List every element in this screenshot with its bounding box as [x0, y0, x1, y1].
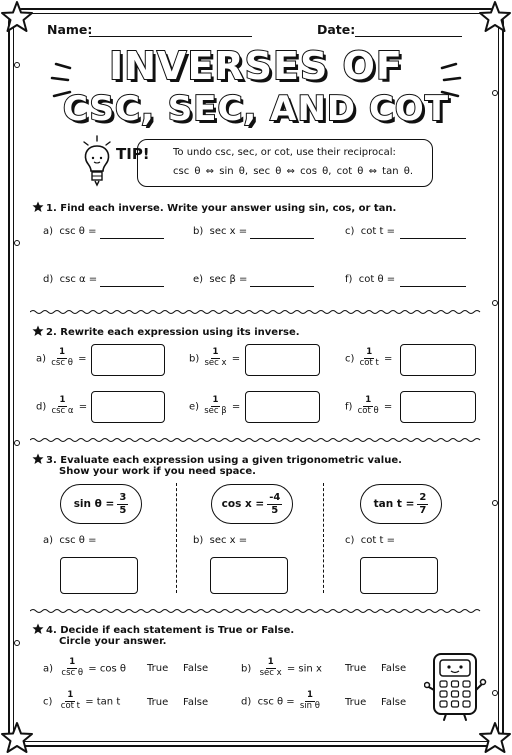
s4-a-false-option[interactable]: False	[183, 663, 209, 674]
s4-d-true-option[interactable]: True	[345, 697, 367, 708]
s2-item-c	[345, 348, 392, 369]
s3-item-b	[193, 535, 247, 546]
s4-b-true-option[interactable]: True	[345, 663, 367, 674]
s1-item-d	[43, 274, 97, 285]
sparkle-lines-icon	[48, 62, 74, 102]
star-bullet-icon	[32, 201, 44, 213]
s1-answer-f[interactable]	[400, 286, 466, 287]
star-bullet-icon	[32, 325, 44, 337]
given-value-cloud-3	[360, 484, 442, 524]
section4-heading-text: 4. Decide if each statement is True or False.	[46, 625, 295, 636]
tip-text: To undo csc, sec, or cot, use their reciprocal:	[173, 147, 396, 158]
s3-item-c	[345, 535, 395, 546]
s1-item-f-label: f)	[345, 274, 353, 285]
section4-heading	[32, 623, 294, 636]
corner-star-icon	[0, 721, 34, 755]
s2-answer-box-a[interactable]	[91, 344, 165, 376]
s1-item-b-label: b)	[193, 226, 204, 237]
border-dot	[492, 500, 498, 506]
denominator: 5	[119, 504, 127, 516]
numerator: 1	[59, 347, 66, 357]
star-bullet-icon	[32, 623, 44, 635]
s2-item-d-fraction	[49, 396, 75, 417]
s3-item-c-label: c)	[345, 535, 355, 546]
s2-item-f-label: f)	[345, 401, 353, 413]
given-lhs: cos x =	[221, 498, 265, 510]
s3-item-a	[43, 535, 96, 546]
denominator: csc α	[51, 405, 74, 416]
page-title-line2: CSC, SEC, AND COT	[62, 89, 450, 129]
s4-item-a-fraction	[59, 658, 85, 679]
border-dot	[14, 440, 20, 446]
corner-star-icon	[0, 0, 34, 34]
section4-subheading: Circle your answer.	[59, 636, 167, 647]
border-dot	[492, 690, 498, 696]
s2-item-c-fraction	[358, 348, 381, 369]
calculator-mascot-icon	[424, 650, 488, 722]
s1-item-a-label: a)	[43, 226, 54, 237]
border-dot	[492, 300, 498, 306]
equals-sign: =	[231, 401, 241, 413]
numerator: 1	[306, 690, 313, 700]
name-label: Name:	[47, 22, 93, 37]
s3-item-c-expr: cot t =	[360, 535, 395, 546]
numerator: -4	[269, 492, 281, 503]
border-dot	[14, 240, 20, 246]
s3-item-b-label: b)	[193, 535, 204, 546]
numerator: 1	[59, 395, 66, 405]
equals-sign: =	[231, 353, 241, 365]
s2-item-a-fraction	[49, 348, 75, 369]
corner-star-icon	[478, 721, 512, 755]
s2-item-b-fraction	[202, 348, 228, 369]
s1-item-f	[345, 274, 395, 285]
s2-item-a-label: a)	[36, 353, 47, 365]
numerator: 3	[119, 492, 127, 503]
s4-item-b	[241, 658, 322, 679]
corner-star-icon	[478, 0, 512, 34]
s2-item-c-label: c)	[345, 353, 355, 365]
s1-answer-b[interactable]	[250, 238, 314, 239]
wavy-divider	[30, 437, 482, 443]
s2-item-b	[189, 348, 240, 369]
s2-item-f	[345, 396, 392, 417]
star-bullet-icon	[32, 453, 44, 465]
equals-sign: =	[78, 353, 87, 365]
s1-item-a-expr: csc θ =	[59, 226, 97, 237]
wavy-divider	[30, 309, 482, 315]
s4-item-b-rhs: = sin x	[286, 663, 322, 675]
s1-item-d-expr: csc α =	[59, 274, 98, 285]
s4-d-false-option[interactable]: False	[381, 697, 407, 708]
s2-item-e	[189, 396, 240, 417]
lightbulb-icon	[80, 134, 114, 188]
section3-subheading: Show your work if you need space.	[59, 466, 256, 477]
name-field[interactable]	[89, 36, 252, 37]
border-dot	[14, 640, 20, 646]
s4-item-b-fraction	[258, 658, 284, 679]
column-divider	[176, 483, 177, 593]
s2-answer-box-e[interactable]	[245, 391, 320, 423]
section1-heading	[32, 201, 396, 214]
given-fraction	[117, 492, 128, 516]
denominator: sin θ	[299, 700, 320, 711]
wavy-divider	[30, 608, 482, 614]
s1-item-e-expr: sec β =	[209, 274, 248, 285]
section2-heading	[32, 325, 300, 338]
s1-item-b	[193, 226, 247, 237]
s1-item-e	[193, 274, 247, 285]
s4-item-b-label: b)	[241, 663, 252, 675]
s1-answer-e[interactable]	[250, 286, 314, 287]
given-value-cloud-1	[60, 484, 142, 524]
s1-item-c-expr: cot t =	[360, 226, 395, 237]
s2-item-b-label: b)	[189, 353, 200, 365]
numerator: 1	[69, 657, 76, 667]
s1-answer-d[interactable]	[100, 286, 164, 287]
denominator: cot t	[60, 700, 81, 711]
s2-item-f-fraction	[356, 396, 381, 417]
s3-item-b-expr: sec x =	[209, 535, 248, 546]
s2-item-e-label: e)	[189, 401, 200, 413]
s4-item-c	[43, 691, 120, 712]
s4-item-c-rhs: = tan t	[85, 696, 121, 708]
section2-heading-text: 2. Rewrite each expression using its inverse.	[46, 327, 300, 338]
s1-item-c-label: c)	[345, 226, 355, 237]
given-lhs: tan t =	[373, 498, 415, 510]
s1-item-b-expr: sec x =	[209, 226, 248, 237]
s2-item-d-label: d)	[36, 401, 47, 413]
denominator: sec x	[204, 357, 227, 368]
section3-heading-text: 3. Evaluate each expression using a given trigonometric value.	[46, 455, 402, 466]
denominator: sec β	[204, 405, 227, 416]
s3-answer-box-c[interactable]	[360, 557, 438, 594]
equals-sign: =	[384, 353, 393, 365]
s4-item-a-rhs: = cos θ	[88, 663, 126, 675]
numerator: 2	[419, 492, 427, 503]
s2-answer-box-b[interactable]	[245, 344, 320, 376]
denominator: 7	[419, 504, 427, 516]
given-lhs: sin θ =	[73, 498, 115, 510]
equals-sign: =	[78, 401, 88, 413]
tip-label: TIP!	[116, 145, 150, 163]
s4-item-c-label: c)	[43, 696, 53, 708]
s2-answer-box-f[interactable]	[400, 391, 476, 423]
denominator: csc θ	[51, 357, 73, 368]
s4-b-false-option[interactable]: False	[381, 663, 407, 674]
s1-item-e-label: e)	[193, 274, 204, 285]
s2-item-d	[36, 396, 87, 417]
numerator: 1	[212, 347, 219, 357]
given-value-cloud-2	[211, 484, 293, 524]
s3-answer-box-b[interactable]	[210, 557, 288, 594]
given-fraction	[417, 492, 428, 516]
s2-item-e-fraction	[202, 396, 228, 417]
given-fraction	[267, 492, 282, 516]
numerator: 1	[67, 690, 74, 700]
section1-heading-text: 1. Find each inverse. Write your answer using sin, cos, or tan.	[46, 203, 397, 214]
s4-c-true-option[interactable]: True	[147, 697, 169, 708]
s4-item-d-lhs: csc θ =	[257, 696, 295, 708]
column-divider	[323, 483, 324, 593]
s2-answer-box-d[interactable]	[91, 391, 165, 423]
s3-answer-box-a[interactable]	[60, 557, 138, 594]
date-field[interactable]	[355, 36, 462, 37]
s1-answer-a[interactable]	[100, 238, 164, 239]
s4-c-false-option[interactable]: False	[183, 697, 209, 708]
tip-reciprocals: csc θ ⇔ sin θ, sec θ ⇔ cos θ, cot θ ⇔ tan θ.	[173, 166, 414, 177]
s4-a-true-option[interactable]: True	[147, 663, 169, 674]
numerator: 1	[365, 395, 372, 405]
denominator: 5	[271, 504, 279, 516]
numerator: 1	[366, 347, 373, 357]
s1-item-a	[43, 226, 96, 237]
s4-item-a-label: a)	[43, 663, 54, 675]
section3-heading	[32, 453, 402, 466]
s4-item-a	[43, 658, 126, 679]
equals-sign: =	[383, 401, 393, 413]
s1-answer-c[interactable]	[400, 238, 466, 239]
numerator: 1	[212, 395, 219, 405]
s2-item-a	[36, 348, 86, 369]
date-label: Date:	[317, 22, 356, 37]
numerator: 1	[267, 657, 274, 667]
s1-item-d-label: d)	[43, 274, 54, 285]
denominator: cot θ	[357, 405, 379, 416]
sparkle-lines-icon	[438, 62, 464, 102]
denominator: sec x	[259, 667, 282, 678]
denominator: cot t	[359, 357, 379, 368]
s3-item-a-label: a)	[43, 535, 54, 546]
s2-answer-box-c[interactable]	[400, 344, 476, 376]
s4-item-d-label: d)	[241, 696, 252, 708]
s4-item-d-fraction	[298, 691, 322, 712]
s4-item-c-fraction	[59, 691, 82, 712]
s4-item-d	[241, 691, 322, 712]
s1-item-f-expr: cot θ =	[358, 274, 396, 285]
s1-item-c	[345, 226, 395, 237]
page-title-line1: INVERSES OF	[109, 44, 403, 88]
denominator: csc θ	[61, 667, 84, 678]
s3-item-a-expr: csc θ =	[59, 535, 97, 546]
